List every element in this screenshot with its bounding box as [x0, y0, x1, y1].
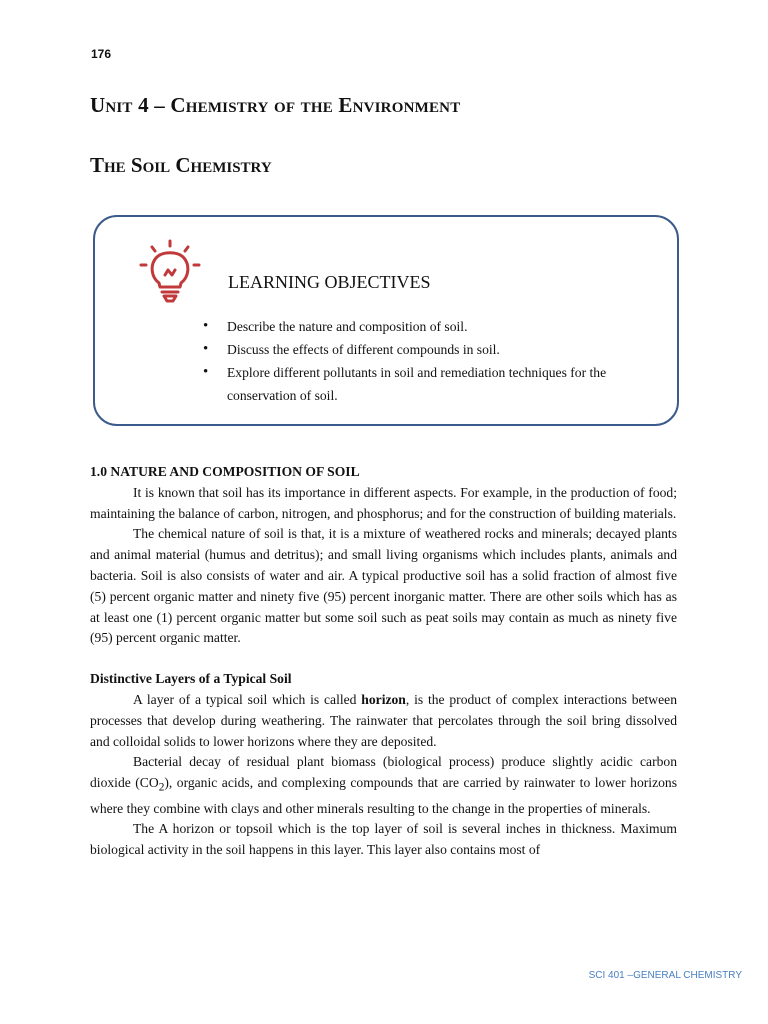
- paragraph-importance: It is known that soil has its importance in different aspects. For example, in the production of food; maintaining the balance of carbon, nitrogen, and phosphorus; and for the construction of building materials.: [90, 484, 677, 521]
- learning-objectives-box: [93, 215, 679, 426]
- objective-item: • Discuss the effects of different compounds in soil.: [203, 338, 668, 361]
- heading-distinctive-layers: Distinctive Layers of a Typical Soil: [90, 671, 292, 687]
- section-title: The Soil Chemistry: [90, 153, 272, 177]
- paragraph-chemical-nature: The chemical nature of soil is that, it is a mixture of weathered rocks and minerals; decayed plants and animal material (humus and detritus); and small living organisms which includes plants, animals and bacteria. Soil is also consists of water and air. A typical productive soil has a solid fraction of almost five (5) percent organic matter and ninety five (95) percent inorganic matter. There are other soils which has as at least one (1) percent organic matter but some soil such as peat soils may contain as much as ninety five (95) percent organic matter.: [90, 526, 677, 646]
- horizon-text-end: , is the product of complex interactions between processes that develop during weathering. The rainwater that percolates through the soil bring dissolved and colloidal solids to lower horizons where they are deposited.: [90, 691, 677, 749]
- paragraph-bacterial-decay: [90, 752, 677, 819]
- horizon-text-start: A layer of a typical soil which is called: [133, 691, 362, 707]
- co2-subscript: 2: [158, 781, 165, 794]
- lightbulb-icon: [135, 237, 205, 307]
- paragraph-horizon: [90, 690, 677, 752]
- main-content: [90, 462, 677, 861]
- page-number: 176: [91, 47, 112, 61]
- objectives-heading: LEARNING OBJECTIVES: [228, 272, 431, 292]
- decay-text-end: ), organic acids, and complexing compounds that are carried by rainwater to lower horizons where they combine with clays and other minerals resulting to the change in the properties of minerals.: [90, 775, 677, 816]
- unit-title: Unit 4 – Chemistry of the Environment: [90, 93, 461, 117]
- paragraph-a-horizon: The A horizon or topsoil which is the top layer of soil is several inches in thickness. Maximum biological activity in the soil happens in this layer. This layer also contains most of: [90, 821, 677, 858]
- objectives-list: [203, 315, 668, 407]
- footer-course-label: SCI 401 –GENERAL CHEMISTRY: [588, 970, 742, 981]
- horizon-keyword: horizon: [361, 691, 406, 707]
- decay-text-start: Bacterial decay of residual plant biomass (biological process) produce slightly acidic carbon dioxide (CO: [90, 754, 677, 791]
- objective-item: • Describe the nature and composition of soil.: [203, 315, 668, 338]
- objective-item: • Explore different pollutants in soil and remediation techniques for the conservation of soil.: [203, 361, 668, 407]
- heading-nature-composition: 1.0 NATURE AND COMPOSITION OF SOIL: [90, 464, 360, 479]
